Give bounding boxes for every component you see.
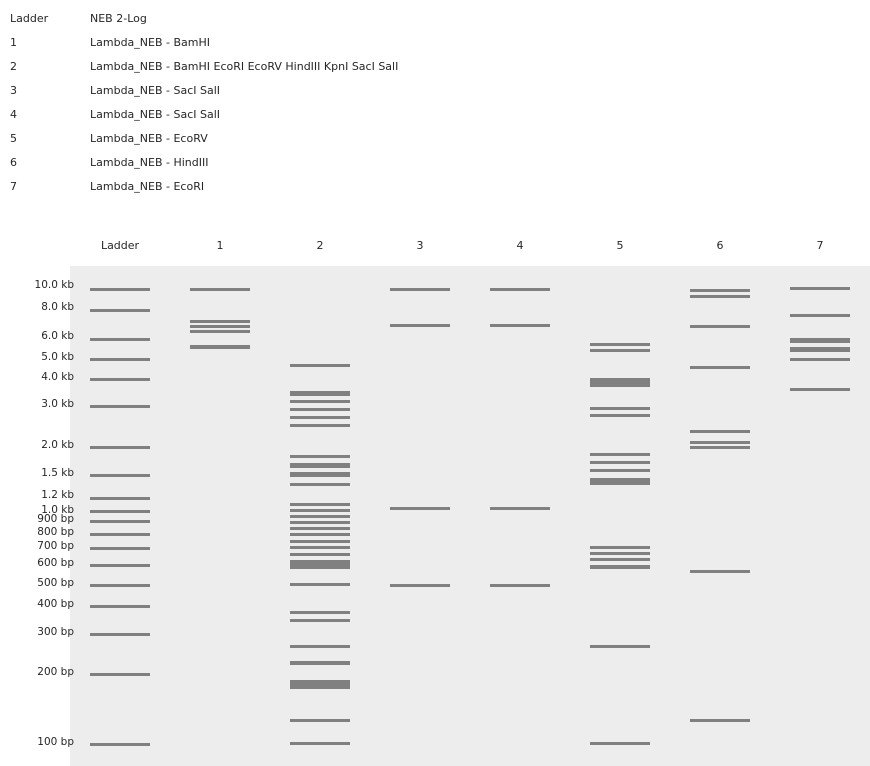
legend-lane-id: 1 [10,36,17,49]
gel-band [490,288,550,291]
gel-band [290,533,350,536]
gel-band [90,633,150,636]
gel-band [290,661,350,665]
gel-band [290,463,350,468]
legend-lane-description: Lambda_NEB - EcoRV [90,132,208,145]
legend-lane-id: 7 [10,180,17,193]
gel-band [490,324,550,327]
gel-band [690,295,750,298]
gel-band [590,558,650,561]
gel-band [290,680,350,689]
gel-band [690,446,750,449]
gel-band [90,446,150,449]
gel-band [190,330,250,333]
gel-band [190,325,250,328]
legend-lane-description: Lambda_NEB - HindIII [90,156,209,169]
gel-band [390,507,450,510]
ladder-size-label: 6.0 kb [41,330,74,342]
ladder-size-label: 100 bp [37,736,74,748]
gel-band [290,515,350,518]
lane-header-ladder: Ladder [100,239,140,252]
legend-lane-description: Lambda_NEB - BamHI EcoRI EcoRV HindIII KpnI SacI SalI [90,60,399,73]
gel-band [90,497,150,500]
gel-band [90,338,150,341]
gel-band [690,441,750,444]
legend-lane-id: 2 [10,60,17,73]
gel-band [590,469,650,472]
legend-lane-id: 6 [10,156,17,169]
gel-band [390,584,450,587]
legend-lane-id: 4 [10,108,17,121]
gel-band [290,509,350,512]
gel-band [590,378,650,387]
gel-band [490,584,550,587]
gel-band [290,408,350,411]
gel-band [690,366,750,369]
gel-band [290,742,350,745]
gel-band [290,719,350,722]
gel-band [690,325,750,328]
gel-band [390,288,450,291]
legend-lane-description: Lambda_NEB - EcoRI [90,180,205,193]
gel-band [290,472,350,477]
gel-band [790,358,850,361]
gel-band [190,320,250,323]
lane-header-3: 3 [416,239,424,252]
legend-lane-description: Lambda_NEB - SacI SalI [90,108,221,121]
gel-band [590,343,650,346]
gel-band [190,288,250,291]
lane-header-7: 7 [816,239,824,252]
gel-band [90,564,150,567]
gel-band [590,742,650,745]
gel-band [90,474,150,477]
ladder-size-label: 800 bp [37,526,74,538]
ladder-size-label: 5.0 kb [41,351,74,363]
gel-band [90,533,150,536]
gel-band [590,565,650,569]
gel-band [790,287,850,290]
ladder-size-label: 4.0 kb [41,371,74,383]
gel-band [590,407,650,410]
gel-band [290,583,350,586]
gel-band [590,461,650,464]
gel-band [90,605,150,608]
gel-band [590,349,650,352]
gel-band [490,507,550,510]
lane-header-6: 6 [716,239,724,252]
gel-band [690,430,750,433]
gel-band [790,314,850,317]
ladder-size-label: 3.0 kb [41,398,74,410]
legend-lane-description: Lambda_NEB - SacI SalI [90,84,221,97]
ladder-size-label: 900 bp [37,513,74,525]
gel-band [790,338,850,343]
gel-band [590,414,650,417]
gel-background [70,266,870,766]
gel-band [290,553,350,556]
gel-band [390,324,450,327]
gel-band [790,388,850,391]
ladder-size-label: 600 bp [37,557,74,569]
gel-band [290,416,350,419]
gel-band [790,347,850,352]
gel-band [290,619,350,622]
gel-band [590,552,650,555]
gel-band [590,478,650,485]
ladder-size-label: 200 bp [37,666,74,678]
gel-band [590,645,650,648]
gel-band [90,673,150,676]
gel-band [290,483,350,486]
gel-band [290,546,350,549]
gel-band [290,455,350,458]
lane-header-4: 4 [516,239,524,252]
gel-band [90,378,150,381]
gel-band [90,358,150,361]
ladder-size-label: 1.0 kb [41,504,74,516]
gel-band [290,400,350,403]
lane-header-1: 1 [216,239,224,252]
gel-band [590,546,650,549]
gel-band [90,510,150,513]
ladder-size-label: 2.0 kb [41,439,74,451]
ladder-size-label: 700 bp [37,540,74,552]
legend-lane-id: 3 [10,84,17,97]
gel-band [90,288,150,291]
gel-band [190,345,250,349]
gel-band [290,364,350,367]
lane-header-5: 5 [616,239,624,252]
legend-lane-id: 5 [10,132,17,145]
ladder-size-label: 10.0 kb [34,279,74,291]
legend-lane-description: Lambda_NEB - BamHI [90,36,210,49]
gel-band [290,560,350,569]
gel-band [90,405,150,408]
gel-band [90,520,150,523]
ladder-size-label: 300 bp [37,626,74,638]
ladder-size-label: 1.2 kb [41,489,74,501]
ladder-size-label: 400 bp [37,598,74,610]
legend-lane-description: NEB 2-Log [90,12,147,25]
gel-band [690,289,750,292]
gel-band [290,540,350,543]
gel-band [290,503,350,506]
gel-band [90,743,150,746]
gel-band [90,584,150,587]
ladder-size-label: 1.5 kb [41,467,74,479]
gel-band [290,645,350,648]
lane-header-2: 2 [316,239,324,252]
ladder-size-label: 8.0 kb [41,301,74,313]
gel-band [690,570,750,573]
gel-band [590,453,650,456]
ladder-size-label: 500 bp [37,577,74,589]
gel-band [290,521,350,524]
gel-band [290,391,350,396]
legend-lane-id: Ladder [10,12,49,25]
gel-band [690,719,750,722]
gel-band [290,527,350,530]
gel-band [290,424,350,427]
gel-band [290,611,350,614]
gel-band [90,309,150,312]
gel-band [90,547,150,550]
